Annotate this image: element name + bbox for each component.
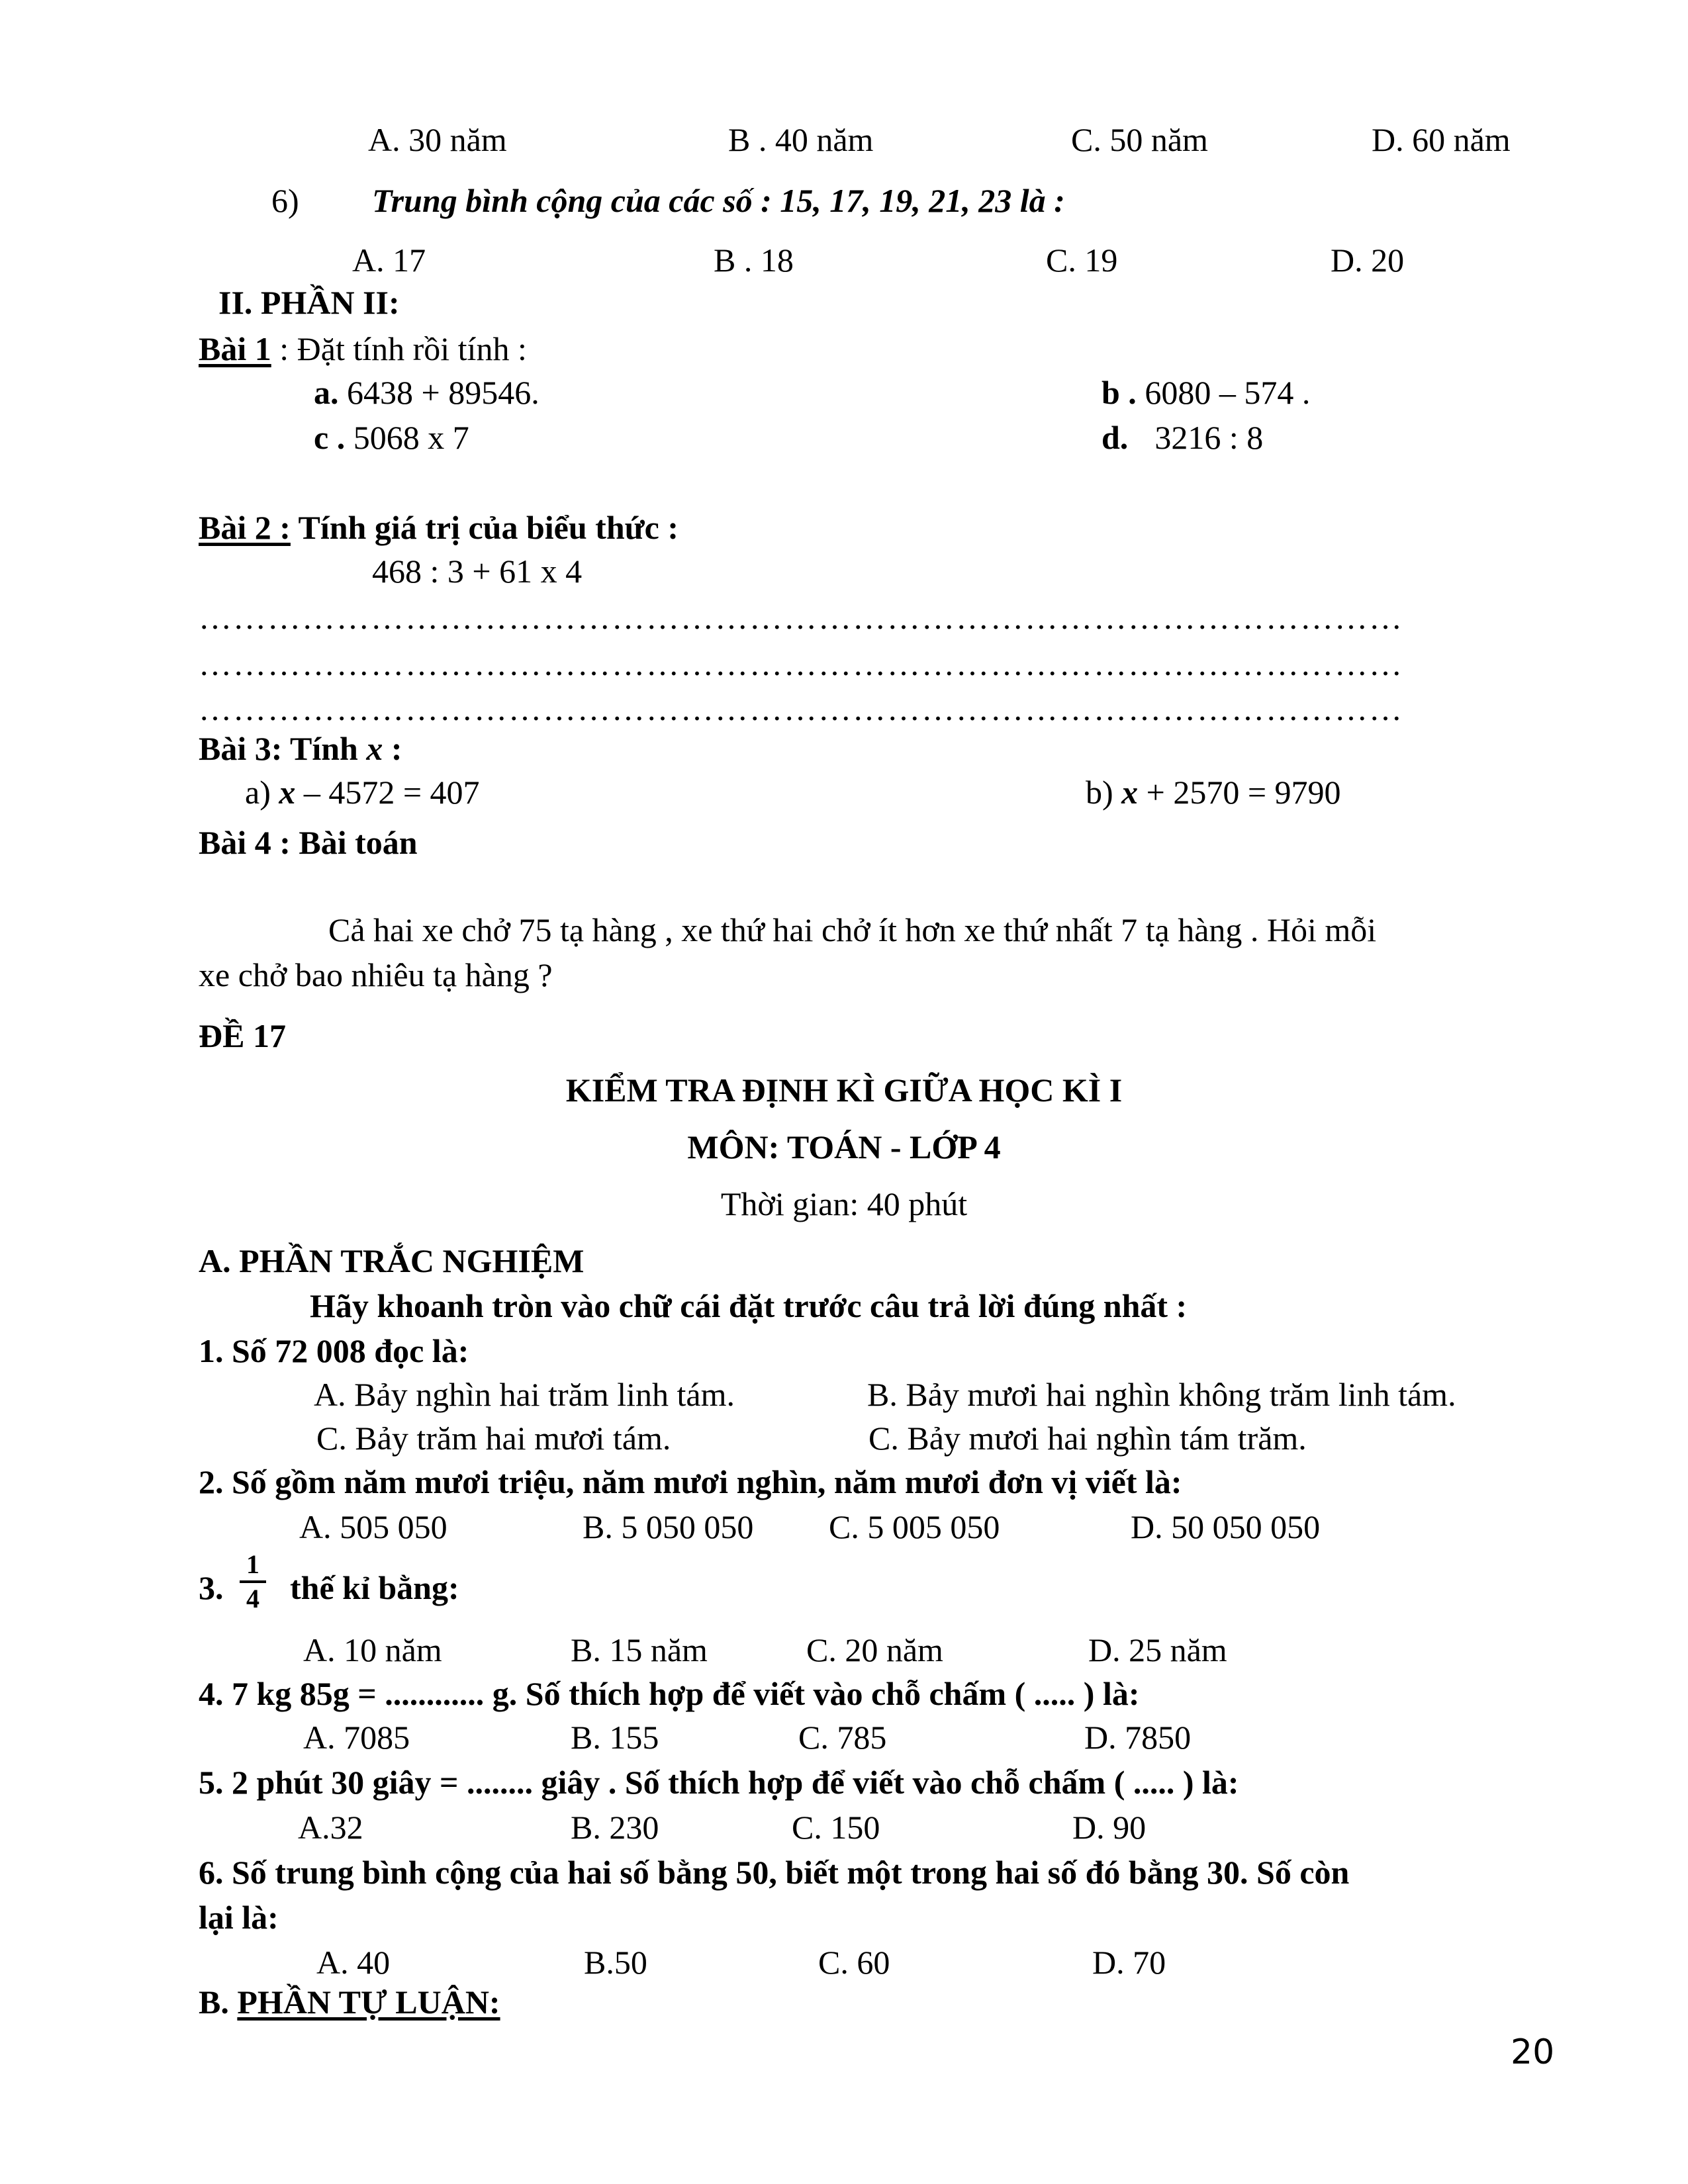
q6-option-c: C. 19 [1046,242,1118,279]
bai3-a-label: a) [245,774,279,811]
q1-option-c: C. Bảy trăm hai mươi tám. [316,1420,671,1457]
bai3-b [1086,776,1341,809]
page-number: 20 [1511,2032,1555,2072]
q6-option-d: D. 20 [1331,242,1405,279]
bai3-title [199,732,402,765]
q6b-option-a: A. 40 [316,1944,391,1981]
bai1-a-expr: 6438 + 89546. [338,374,539,411]
top-option-a: A. 30 năm [368,121,507,158]
bai1-c-expr: 5068 x 7 [345,419,469,456]
dotted-line: …………………………………………………………………………………………… [199,645,1403,682]
bai3-a-expr: – 4572 = 407 [295,774,480,811]
partB-title: PHẦN TỰ LUẬN: [237,1983,500,2021]
q6b-question-line2: lại là: [199,1899,279,1936]
q4-option-b: B. 155 [571,1719,659,1756]
q5-option-b: B. 230 [571,1809,659,1846]
q5-option-c: C. 150 [792,1809,880,1846]
q6b-question-line1: 6. Số trung bình cộng của hai số bằng 50, biết một trong hai số đó bằng 30. Số còn [199,1854,1350,1891]
bai1-b-expr: 6080 – 574 . [1136,374,1311,411]
bai1-d [1102,421,1263,454]
bai3-b-expr: + 2570 = 9790 [1138,774,1341,811]
bai3-b-label: b) [1086,774,1122,811]
bai3-b-x: x [1121,774,1139,811]
bai3-title-text: Bài 3: Tính [199,730,367,767]
bai4-text-line1: Cả hai xe chở 75 tạ hàng , xe thứ hai chở ít hơn xe thứ nhất 7 tạ hàng . Hỏi mỗi [328,911,1377,948]
q3-option-c: C. 20 năm [806,1631,943,1668]
q2-option-a: A. 505 050 [299,1508,447,1545]
exam-title: KIỂM TRA ĐỊNH KÌ GIỮA HỌC KÌ I [565,1071,1123,1109]
q2-question: 2. Số gồm năm mươi triệu, năm mươi nghìn, năm mươi đơn vị viết là: [199,1463,1182,1500]
partB-heading [199,1985,500,2019]
bai3-title-x: x [366,730,383,767]
bai2-line [199,511,679,544]
partA-heading: A. PHẦN TRẮC NGHIỆM [199,1242,585,1279]
bai1-line [199,332,527,365]
partA-instruction: Hãy khoanh tròn vào chữ cái đặt trước câu trả lời đúng nhất : [310,1287,1188,1324]
bai4-text-line2: xe chở bao nhiêu tạ hàng ? [199,956,553,993]
bai1-label: Bài 1 [199,330,271,367]
bai1-instruction: : Đặt tính rồi tính : [271,330,527,367]
q1-option-b: B. Bảy mươi hai nghìn không trăm linh tám. [867,1376,1456,1413]
q5-question: 5. 2 phút 30 giây = ........ giây . Số thích hợp để viết vào chỗ chấm ( ..... ) là: [199,1764,1239,1801]
bai2-label: Bài 2 : [199,509,291,546]
q4-option-a: A. 7085 [303,1719,410,1756]
q2-option-c: C. 5 005 050 [829,1508,1000,1545]
q1-question: 1. Số 72 008 đọc là: [199,1332,469,1369]
dotted-line: …………………………………………………………………………………………… [199,690,1403,727]
dotted-line: …………………………………………………………………………………………… [199,599,1403,636]
partB-prefix: B. [199,1983,238,2021]
bai2-expression: 468 : 3 + 61 x 4 [372,553,583,590]
q2-option-d: D. 50 050 050 [1131,1508,1321,1545]
q6b-option-d: D. 70 [1092,1944,1166,1981]
q3-option-d: D. 25 năm [1088,1631,1227,1668]
bai1-b-label: b . [1102,374,1137,411]
bai1-c-label: c . [314,419,346,456]
q4-option-c: C. 785 [798,1719,887,1756]
top-option-c: C. 50 năm [1071,121,1208,158]
q6-number: 6) [271,182,299,219]
bai1-a [314,376,539,409]
q1-option-a: A. Bảy nghìn hai trăm linh tám. [314,1376,735,1413]
q6b-option-b: B.50 [584,1944,647,1981]
q6b-option-c: C. 60 [818,1944,890,1981]
q3-number: 3. [199,1569,224,1606]
bai4-title: Bài 4 : Bài toán [199,824,418,861]
exam-time: Thời gian: 40 phút [720,1185,968,1222]
bai1-a-label: a. [314,374,339,411]
bai1-b [1102,376,1310,409]
q2-option-b: B. 5 050 050 [583,1508,754,1545]
q3-fraction-denominator: 4 [246,1584,259,1614]
bai1-c [314,421,469,454]
bai2-instruction: Tính giá trị của biểu thức : [290,509,679,546]
q3-fraction-numerator: 1 [246,1549,259,1579]
q3-option-a: A. 10 năm [303,1631,442,1668]
q5-option-a: A.32 [298,1809,363,1846]
top-option-d: D. 60 năm [1372,121,1511,158]
bai3-a-x: x [279,774,296,811]
q1-option-d: C. Bảy mươi hai nghìn tám trăm. [868,1420,1307,1457]
q3-fraction [240,1550,266,1614]
bai3-title-colon: : [383,730,402,767]
q6-option-a: A. 17 [352,242,426,279]
q3-question: thế kỉ bằng: [290,1569,459,1606]
exam-number: ĐỀ 17 [199,1017,286,1054]
q3-fraction-bar [240,1580,266,1583]
q4-option-d: D. 7850 [1084,1719,1192,1756]
bai3-a [245,776,480,809]
q3-option-b: B. 15 năm [571,1631,708,1668]
bai1-d-expr: 3216 : 8 [1154,419,1264,456]
q5-option-d: D. 90 [1072,1809,1147,1846]
bai1-d-label: d. [1102,419,1129,456]
exam-subject: MÔN: TOÁN - LỚP 4 [687,1128,1001,1165]
q6-question: Trung bình cộng của các số : 15, 17, 19, 21, 23 là : [372,182,1065,219]
top-option-b: B . 40 năm [728,121,874,158]
q4-question: 4. 7 kg 85g = ............ g. Số thích hợp để viết vào chỗ chấm ( ..... ) là: [199,1675,1140,1712]
q6-option-b: B . 18 [714,242,794,279]
part2-heading: II. PHẦN II: [218,284,400,321]
